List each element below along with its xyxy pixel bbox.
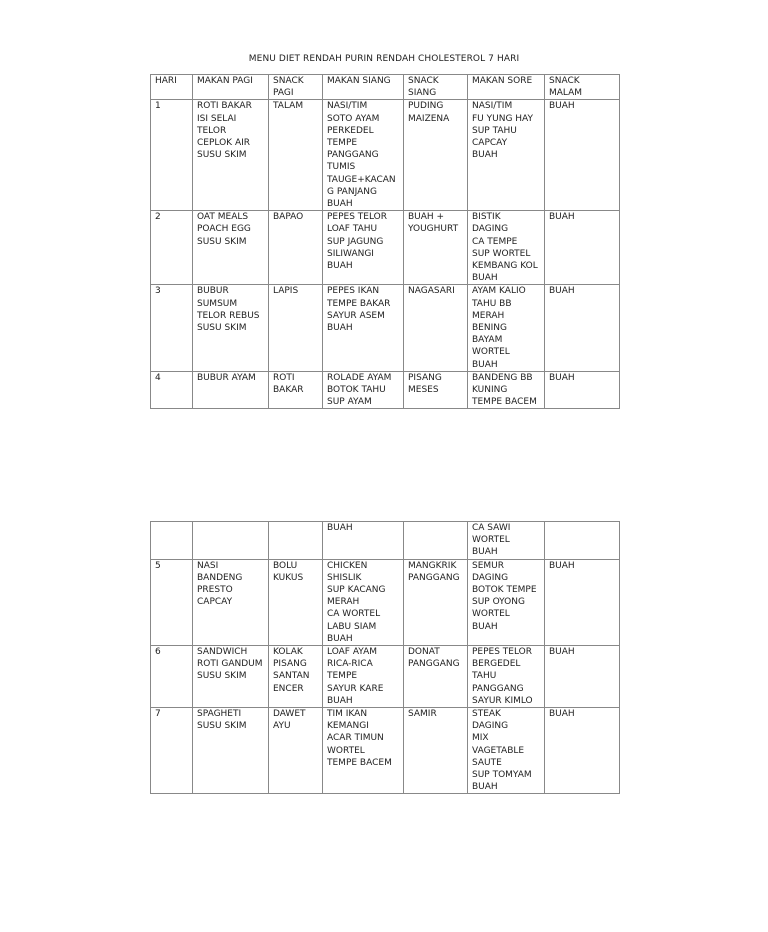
header-makan-pagi: MAKAN PAGI [193,75,269,100]
table-row [151,559,620,645]
header-makan-sore: MAKAN SORE [468,75,545,100]
cell-makan-siang: CHICKEN SHISLIK SUP KACANG MERAH CA WORTEL LABU SIAM BUAH [323,559,404,645]
cell-snack-malam: BUAH [545,559,620,645]
cell-hari: 6 [151,646,193,708]
cell-snack-siang: PUDING MAIZENA [404,100,468,211]
cell-hari: 7 [151,708,193,794]
cell-snack-malam: BUAH [545,100,620,211]
cell-snack-siang [404,522,468,560]
cell-hari: 3 [151,285,193,371]
cell-makan-siang: LOAF AYAM RICA-RICA TEMPE SAYUR KARE BUAH [323,646,404,708]
header-snack-pagi: SNACK PAGI [269,75,323,100]
cell-makan-sore: SEMUR DAGING BOTOK TEMPE SUP OYONG WORTEL BUAH [468,559,545,645]
cell-snack-siang: SAMIR [404,708,468,794]
header-snack-malam: SNACK MALAM [545,75,620,100]
cell-snack-pagi: BOLU KUKUS [269,559,323,645]
cell-snack-malam: BUAH [545,211,620,285]
cell-makan-pagi: OAT MEALS POACH EGG SUSU SKIM [193,211,269,285]
table-row [151,646,620,708]
cell-makan-pagi [193,522,269,560]
cell-snack-pagi: ROTI BAKAR [269,371,323,409]
cell-makan-siang: NASI/TIM SOTO AYAM PERKEDEL TEMPE PANGGANG TUMIS TAUGE+KACAN G PANJANG BUAH [323,100,404,211]
cell-makan-pagi: BUBUR AYAM [193,371,269,409]
cell-hari: 1 [151,100,193,211]
cell-snack-siang: NAGASARI [404,285,468,371]
cell-makan-sore: PEPES TELOR BERGEDEL TAHU PANGGANG SAYUR KIMLO [468,646,545,708]
cell-snack-siang: PISANG MESES [404,371,468,409]
cell-hari: 2 [151,211,193,285]
header-makan-siang: MAKAN SIANG [323,75,404,100]
cell-snack-malam: BUAH [545,646,620,708]
table-row [151,100,620,211]
cell-snack-malam: BUAH [545,371,620,409]
cell-makan-siang: TIM IKAN KEMANGI ACAR TIMUN WORTEL TEMPE BACEM [323,708,404,794]
cell-snack-pagi [269,522,323,560]
cell-makan-sore: STEAK DAGING MIX VAGETABLE SAUTE SUP TOMYAM BUAH [468,708,545,794]
cell-makan-pagi: NASI BANDENG PRESTO CAPCAY [193,559,269,645]
cell-makan-siang: BUAH [323,522,404,560]
header-hari: HARI [151,75,193,100]
cell-makan-sore: NASI/TIM FU YUNG HAY SUP TAHU CAPCAY BUAH [468,100,545,211]
cell-makan-siang: PEPES TELOR LOAF TAHU SUP JAGUNG SILIWANGI BUAH [323,211,404,285]
table-row [151,522,620,560]
cell-makan-sore: BISTIK DAGING CA TEMPE SUP WORTEL KEMBANG KOL BUAH [468,211,545,285]
cell-snack-siang: BUAH + YOUGHURT [404,211,468,285]
cell-makan-pagi: ROTI BAKAR ISI SELAI TELOR CEPLOK AIR SUSU SKIM [193,100,269,211]
cell-snack-pagi: KOLAK PISANG SANTAN ENCER [269,646,323,708]
cell-makan-siang: ROLADE AYAM BOTOK TAHU SUP AYAM [323,371,404,409]
menu-table-page-2 [150,521,620,794]
header-snack-siang: SNACK SIANG [404,75,468,100]
cell-makan-sore: CA SAWI WORTEL BUAH [468,522,545,560]
table-row [151,708,620,794]
cell-snack-siang: DONAT PANGGANG [404,646,468,708]
cell-makan-sore: BANDENG BB KUNING TEMPE BACEM [468,371,545,409]
table-row [151,211,620,285]
cell-snack-pagi: TALAM [269,100,323,211]
cell-snack-pagi: BAPAO [269,211,323,285]
header-row [151,75,620,100]
cell-snack-pagi: LAPIS [269,285,323,371]
document-title: MENU DIET RENDAH PURIN RENDAH CHOLESTEROL 7 HARI [248,54,520,64]
cell-makan-pagi: SPAGHETI SUSU SKIM [193,708,269,794]
cell-hari: 4 [151,371,193,409]
cell-makan-sore: AYAM KALIO TAHU BB MERAH BENING BAYAM WORTEL BUAH [468,285,545,371]
cell-makan-siang: PEPES IKAN TEMPE BAKAR SAYUR ASEM BUAH [323,285,404,371]
cell-makan-pagi: BUBUR SUMSUM TELOR REBUS SUSU SKIM [193,285,269,371]
table-row [151,285,620,371]
cell-makan-pagi: SANDWICH ROTI GANDUM SUSU SKIM [193,646,269,708]
cell-snack-malam: BUAH [545,708,620,794]
cell-snack-siang: MANGKRIK PANGGANG [404,559,468,645]
cell-snack-malam: BUAH [545,285,620,371]
table-row [151,371,620,409]
cell-hari [151,522,193,560]
menu-table-page-1 [150,74,620,409]
cell-hari: 5 [151,559,193,645]
cell-snack-pagi: DAWET AYU [269,708,323,794]
cell-snack-malam [545,522,620,560]
